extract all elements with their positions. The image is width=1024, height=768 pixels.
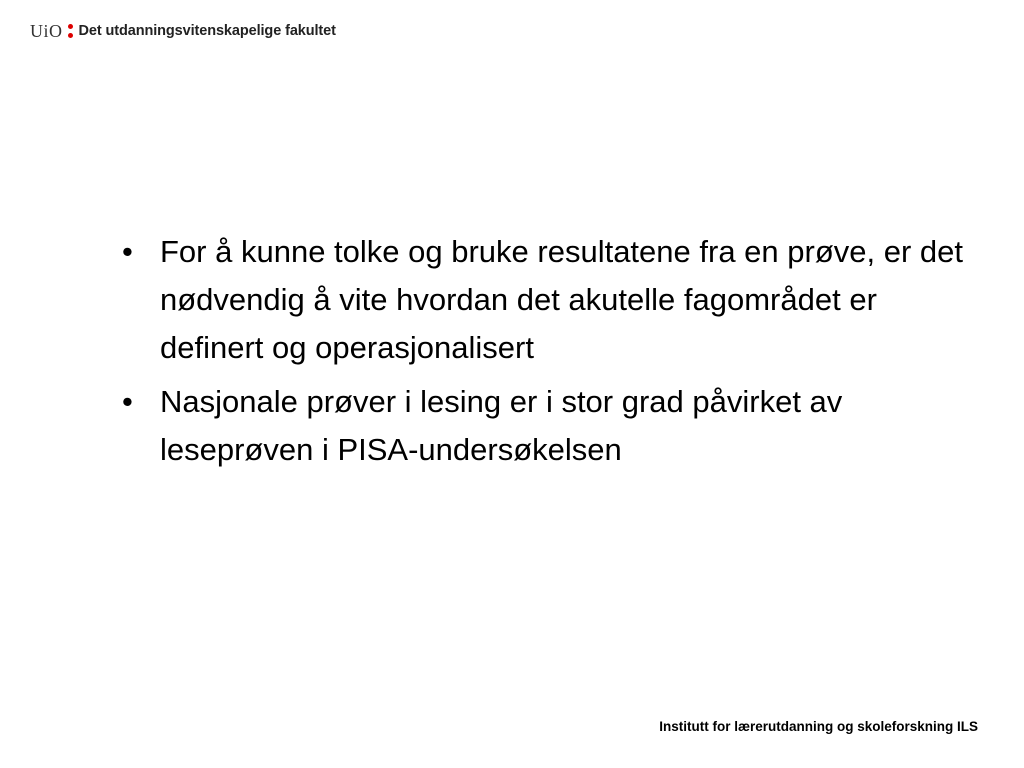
logo-dot-bottom (68, 33, 73, 38)
logo-dot-top (68, 24, 73, 29)
bullet-item (122, 378, 972, 474)
footer-institute: Institutt for lærerutdanning og skoleforskning ILS (659, 719, 978, 734)
bullet-icon: • (122, 234, 133, 269)
slide-content (122, 228, 972, 480)
logo-dots-icon (68, 24, 73, 38)
bullet-list (122, 228, 972, 474)
faculty-name: Det utdanningsvitenskapelige fakultet (78, 23, 336, 39)
bullet-text: For å kunne tolke og bruke resultatene fra en prøve, er det nødvendig å vite hvordan det akutelle fagområdet er definert og operasjonalisert (160, 234, 964, 365)
uio-logo: UiO (30, 20, 63, 41)
header (30, 18, 336, 44)
bullet-item (122, 228, 972, 372)
bullet-text: Nasjonale prøver i lesing er i stor grad påvirket av leseprøven i PISA-undersøkelsen (160, 384, 843, 467)
bullet-icon: • (122, 384, 133, 419)
